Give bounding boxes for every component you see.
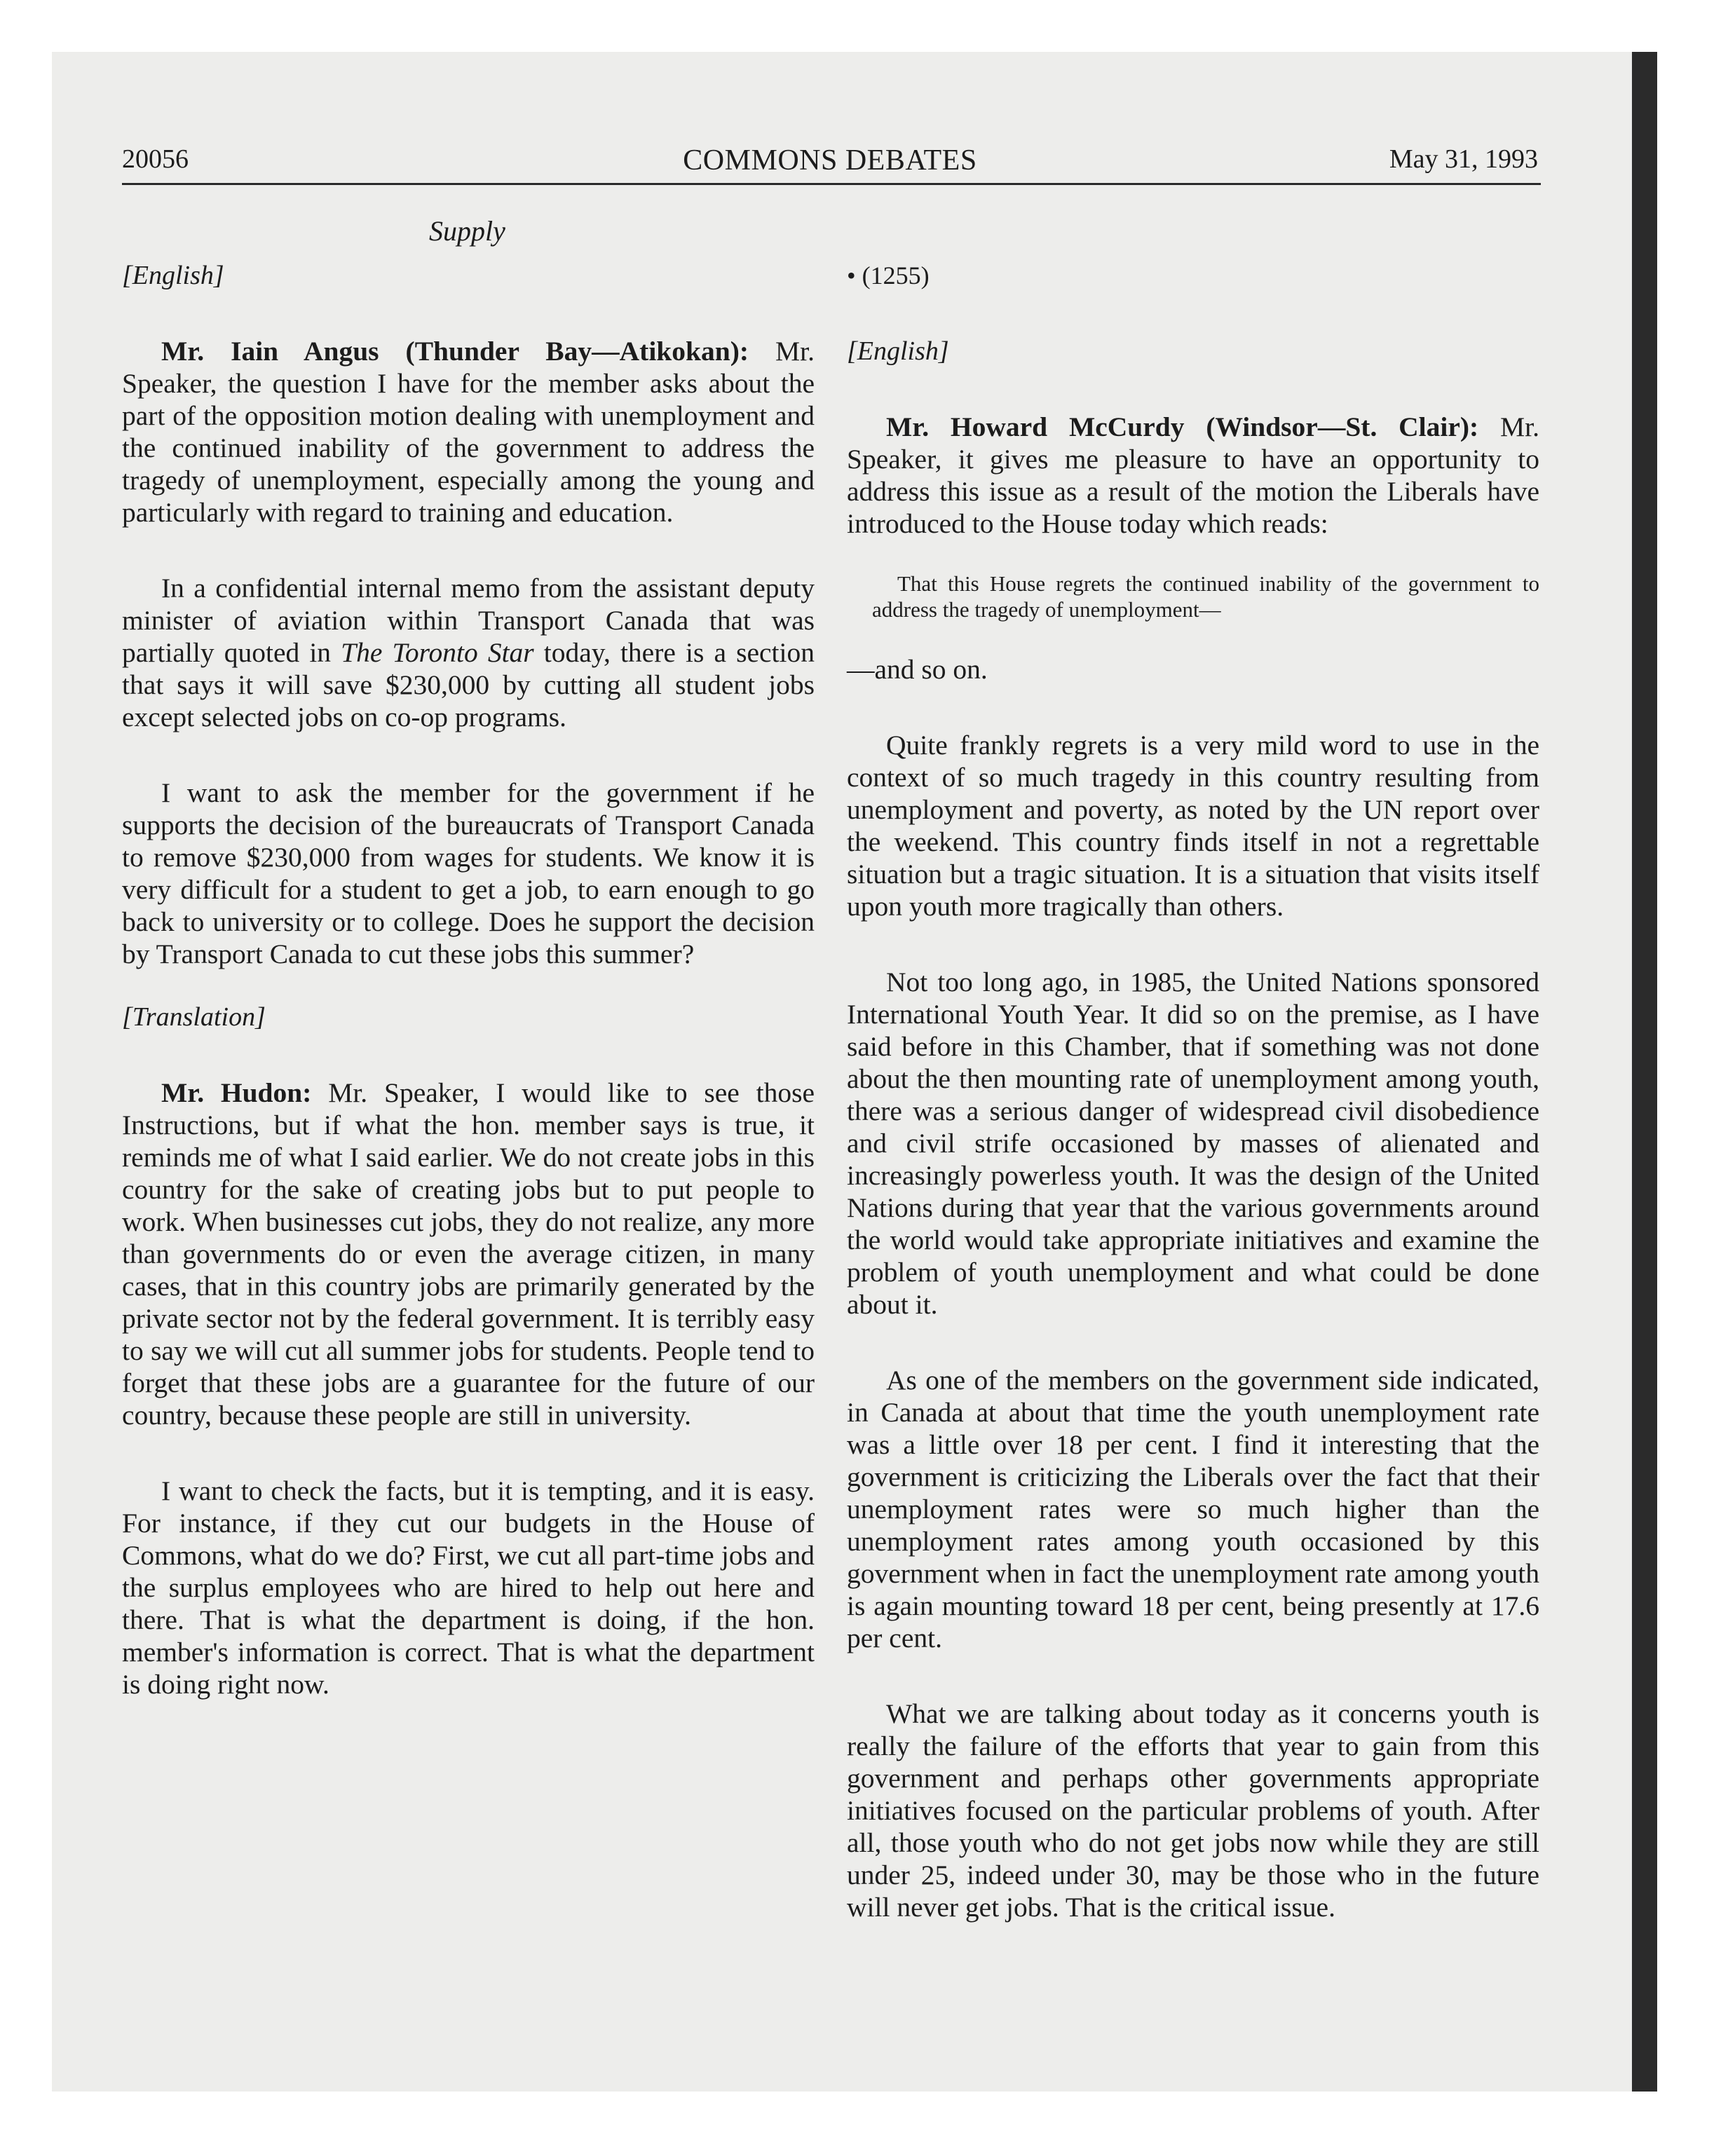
paragraph-mccurdy — [847, 411, 1539, 540]
subject-heading: Supply — [429, 215, 505, 247]
language-marker: [Translation] — [122, 1002, 266, 1032]
speaker-name: Mr. Hudon: — [161, 1077, 312, 1108]
time-mark: • (1255) — [847, 261, 930, 289]
publication-title: COMMONS DEBATES — [683, 144, 977, 177]
after-quote: —and so on. — [847, 654, 988, 685]
speech-text: Mr. Speaker, the question I have for the member asks about the part of the opposition motion dealing with unemployment and the continued inability of the government to address the tragedy of unemployment, especially among the young and particularly with regard to training and education. — [122, 336, 815, 528]
paragraph-regrets: Quite frankly regrets is a very mild word to use in the context of so much tragedy in this country resulting from unemployment and poverty, as noted by the UN report over the weekend. This country finds itself in not a regrettable situation but a tragic situation. It is a situation that visits itself upon youth more tragically than others. — [847, 730, 1539, 922]
paragraph-facts: I want to check the facts, but it is tempting, and it is easy. For instance, if they cut our budgets in the House of Commons, what do we do? First, we cut all part-time jobs and the surplus employees who are hired to help out here and there. That is what the department is doing, if the hon. member's information is correct. That is what the department is doing right now. — [122, 1475, 815, 1700]
speaker-name: Mr. Iain Angus (Thunder Bay—Atikokan): — [161, 336, 749, 367]
publication-date: May 31, 1993 — [1389, 144, 1538, 174]
paragraph-unemployment-rate: As one of the members on the government side indicated, in Canada at about that time the youth unemployment rate was a little over 18 per cent. I find it interesting that the government is criticizing the Liberals over the fact that their unemployment rates were so much higher than the unemployment rates among youth occasioned by this government when in fact the unemployment rate among youth is again mounting toward 18 per cent, being presently at 17.6 per cent. — [847, 1365, 1539, 1653]
language-marker: [English] — [847, 336, 949, 366]
paragraph-angus — [122, 335, 815, 528]
paragraph-hudon — [122, 1077, 815, 1431]
paragraph-critical-issue: What we are talking about today as it concerns youth is really the failure of the efforts that year to gain from this government and perhaps other governments appropriate initiatives focused on the particular problems of youth. After all, those youth who do not get jobs now while they are still under 25, indeed under 30, may be those who in the future will never get jobs. That is the critical issue. — [847, 1698, 1539, 1923]
speech-text: Mr. Speaker, it gives me pleasure to have an opportunity to address this issue as a result of the motion the Liberals have introduced to the House today which reads: — [847, 411, 1539, 539]
newspaper-title: The Toronto Star — [341, 637, 534, 668]
running-header — [122, 144, 1538, 183]
language-marker: [English] — [122, 261, 224, 290]
left-column — [122, 259, 815, 1700]
right-column — [847, 259, 1539, 1923]
page-number: 20056 — [122, 144, 189, 174]
scan-dark-edge — [1632, 52, 1657, 2092]
speaker-name: Mr. Howard McCurdy (Windsor—St. Clair): — [886, 411, 1479, 442]
paragraph-question: I want to ask the member for the government if he supports the decision of the bureaucrats of Transport Canada to remove $230,000 from wages for students. We know it is very difficult for a student to get a job, to earn enough to go back to university or to college. Does he support the decision by Transport Canada to cut these jobs this summer? — [122, 777, 815, 969]
speech-text: Mr. Speaker, I would like to see those Instructions, but if what the hon. member says is true, it reminds me of what I said earlier. We do not create jobs in this country for the sake of creating jobs but to put people to work. When businesses cut jobs, they do not realize, any more than governments do or even the average citizen, in many cases, that in this country jobs are primarily generated by the private sector not by the federal government. It is terribly easy to say we will cut all summer jobs for students. People tend to forget that these jobs are a guarantee for the future of our country, because these people are still in university. — [122, 1077, 815, 1431]
speech-text: In a confidential internal memo from the assistant deputy minister of aviation within Transport Canada that was partially quoted in — [122, 573, 815, 668]
paragraph-memo — [122, 572, 815, 733]
header-rule — [122, 183, 1541, 185]
motion-quote: That this House regrets the continued inability of the government to address the tragedy of unemployment— — [872, 571, 1539, 622]
speech-text: today, there is a section that says it will save $230,000 by cutting all student jobs except selected jobs on co-op programs. — [122, 637, 815, 732]
paragraph-youth-year: Not too long ago, in 1985, the United Nations sponsored International Youth Year. It did so on the premise, as I have said before in this Chamber, that if something was not done about the then mounting rate of unemployment among youth, there was a serious danger of widespread civil disobedience and civil strife occasioned by masses of alienated and increasingly powerless youth. It was the design of the United Nations during that year that the various governments around the world would take appropriate initiatives and examine the problem of youth unemployment and what could be done about it. — [847, 967, 1539, 1320]
